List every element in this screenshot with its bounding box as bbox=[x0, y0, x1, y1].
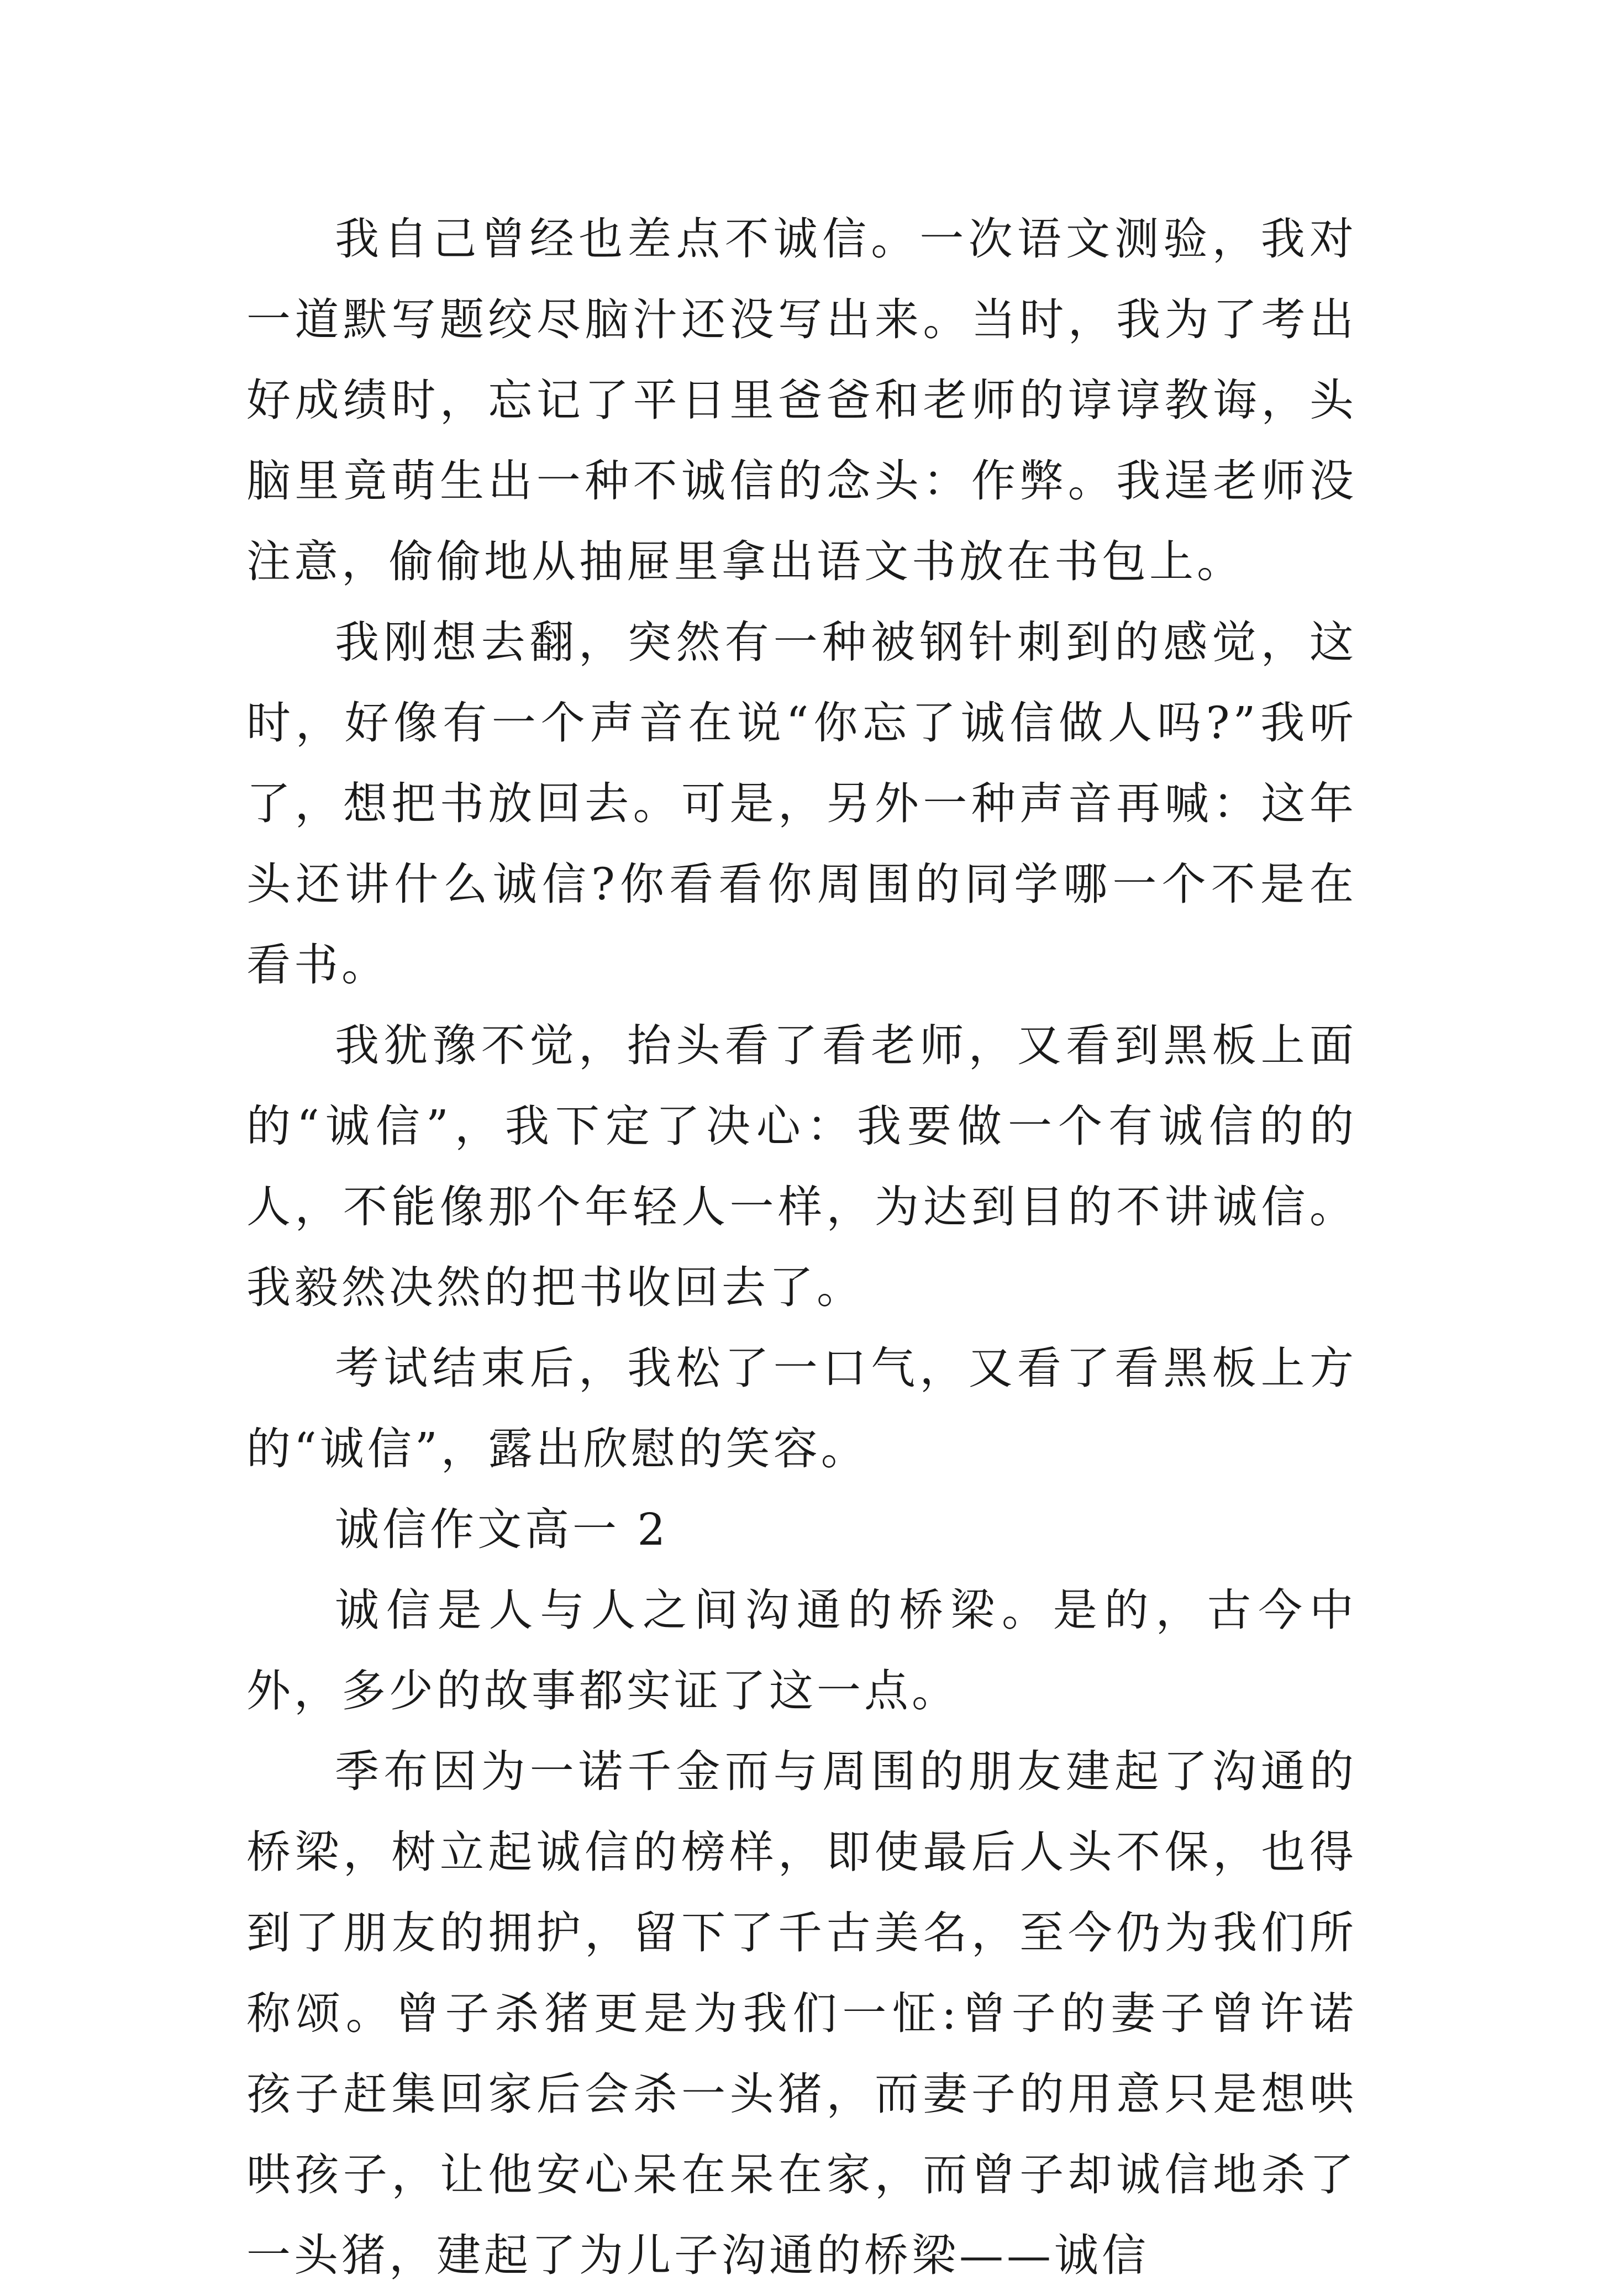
paragraph-2: 我刚想去翻，突然有一种被钢针刺到的感觉，这时，好像有一个声音在说“你忘了诚信做人吗?”我听了，想把书放回去。可是，另外一种声音再喊：这年头还讲什么诚信?你看看你周围的同学哪一个不是在看书。 bbox=[246, 617, 1357, 991]
document-body bbox=[246, 199, 1357, 2296]
paragraph-1: 我自己曾经也差点不诚信。一次语文测验，我对一道默写题绞尽脑汁还没写出来。当时，我为了考出好成绩时，忘记了平日里爸爸和老师的谆谆教诲，头脑里竟萌生出一种不诚信的念头：作弊。我逞老师没注意，偷偷地从抽屉里拿出语文书放在书包上。 bbox=[246, 213, 1357, 587]
paragraph-6: 季布因为一诺千金而与周围的朋友建起了沟通的桥梁，树立起诚信的榜样，即使最后人头不保，也得到了朋友的拥护，留下了千古美名，至今仍为我们所称颂。曾子杀猪更是为我们一怔:曾子的妻子曾许诺孩子赶集回家后会杀一头猪，而妻子的用意只是想哄哄孩子，让他安心呆在呆在家，而曾子却诚信地杀了一头猪，建起了为儿子沟通的桥梁——诚信 bbox=[246, 1746, 1357, 2281]
paragraph-4: 考试结束后，我松了一口气，又看了看黑板上方的“诚信”，露出欣慰的笑容。 bbox=[246, 1342, 1357, 1475]
paragraph-3: 我犹豫不觉，抬头看了看老师，又看到黑板上面的“诚信”，我下定了决心：我要做一个有诚信的的人，不能像那个年轻人一样，为达到目的不讲诚信。我毅然决然的把书收回去了。 bbox=[246, 1020, 1357, 1313]
paragraph-5: 诚信是人与人之间沟通的桥梁。是的，古今中外，多少的故事都实证了这一点。 bbox=[246, 1584, 1357, 1716]
section-heading: 诚信作文高一 2 bbox=[335, 1504, 669, 1555]
